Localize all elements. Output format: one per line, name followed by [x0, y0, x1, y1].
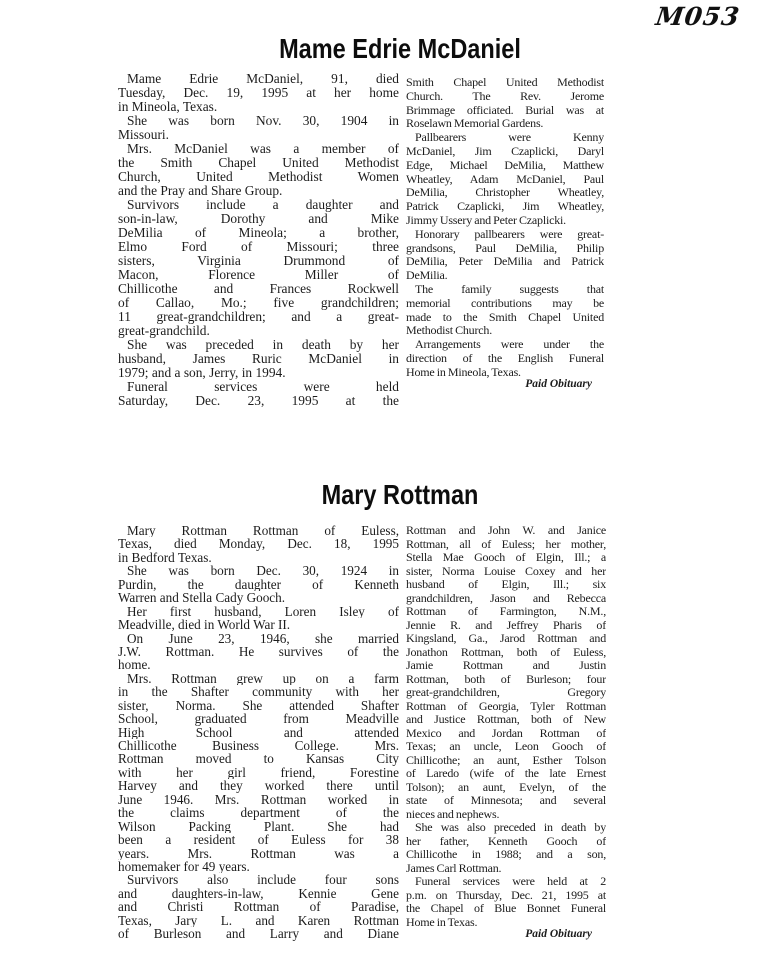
obituary-text-line: Meadville, died in World War II.: [118, 618, 399, 631]
obituary-title: Mary Rottman: [321, 479, 479, 510]
obituary-text-line: James Carl Rottman.: [406, 861, 502, 875]
obituary-text-line: On June 23, 1946, she married: [127, 631, 399, 645]
obituary-text-line: Harvey and they worked there until: [118, 779, 399, 793]
obituary-text-line: Mexico and Jordan Rottman of: [406, 726, 606, 740]
obituary-text-line: Jamie Rottman and Justin: [406, 659, 606, 672]
obituary-text-line: Rottman of Farmington, N.M.,: [406, 605, 606, 618]
obituary-text-line: Jonathon Rottman, both of Euless,: [406, 645, 606, 659]
obituary-text-line: Edge, Michael DeMilia, Matthew: [406, 158, 604, 172]
obituary-column-left: [118, 72, 399, 408]
obituary-text-line: Funeral services were held at 2: [415, 875, 606, 888]
obituary-text-line: direction of the English Funeral: [406, 351, 604, 365]
obituary-text-line: Chillicothe; an aunt, Esther Tolson: [406, 753, 606, 767]
obituary-text-line: in Mineola, Texas.: [118, 100, 218, 114]
obituary-text-line: in the Shafter community with her: [118, 685, 399, 699]
obituary-text-line: Jimmy Ussery and Peter Czaplicki.: [406, 213, 566, 227]
obituary-text-line: DeMilia, Peter DeMilia and Patrick: [406, 255, 604, 269]
obituary-text-line: in Bedford Texas.: [118, 550, 212, 565]
obituary-text-line: Tuesday, Dec. 19, 1995 at her home: [118, 86, 399, 100]
hand-underlined-name: Loren Isley: [285, 605, 365, 618]
obituary-text-line: nieces and nephews.: [406, 807, 500, 821]
obituary-text-line: with her girl friend, Forestine: [118, 765, 399, 780]
obituary-text-line: Pallbearers were Kenny: [415, 131, 604, 145]
obituary-text-line: p.m. on Thursday, Dec. 21, 1995 at: [406, 888, 606, 902]
obituary-text-line: She was preceded in death by her: [127, 338, 399, 352]
obituary-text-line: Tolson); an aunt, Evelyn, of the: [406, 780, 606, 794]
obituary-text-line: state of Minnesota; and several: [406, 794, 606, 807]
obituary-text-line: homemaker for 49 years.: [118, 859, 250, 874]
obituary-text-line: Chillicothe Business College. Mrs.: [118, 739, 399, 753]
hand-underlined-name: Norma Louise Coxey: [442, 564, 556, 578]
obituary-text-line: of Burleson and Larry and Diane: [118, 927, 399, 941]
obituary-column-right: [406, 76, 604, 380]
obituary-text-line: Wilson Packing Plant. She had: [118, 819, 399, 834]
obituary-title: Mame Edrie McDaniel: [279, 33, 521, 64]
obituary-text-line: Brimmage officiated. Burial was at: [406, 103, 604, 117]
obituary-text-line: years. Mrs. Rottman was a: [118, 846, 399, 860]
obituary-text-line: High School and attended: [118, 725, 399, 739]
paid-obituary-label: Paid Obituary: [525, 378, 592, 390]
obituary-text-line: the Smith Chapel United Methodist: [118, 156, 399, 170]
obituary-text-line: Funeral services were held: [127, 380, 399, 394]
obituary-text-line: of Laredo (wife of the late Ernest: [406, 767, 606, 780]
hand-underlined-name: Kennie Gene: [298, 887, 399, 900]
obituary-text-line: Rottman moved to Kansas City: [118, 752, 399, 766]
obituary-text-line: Honorary pallbearers were great-: [415, 227, 604, 241]
obituary-text-line: Church. The Rev. Jerome: [406, 89, 604, 103]
obituary-text-line: Smith Chapel United Methodist: [406, 76, 604, 89]
obituary-text-line: Mame Edrie McDaniel, 91, died: [127, 72, 399, 86]
obituary-text-line: Home in Texas.: [406, 915, 478, 929]
obituary-text-line: Survivors also include four sons: [127, 873, 399, 887]
obituary-text-line: Her first husband, Loren Isley of: [118, 605, 399, 618]
hand-underlined-name: John W.: [488, 524, 536, 537]
obituary-text-line: Chillicothe in 1988; and a son,: [406, 848, 606, 861]
hand-underlined-name: Jary L.: [175, 914, 232, 927]
obituary-text-line: Saturday, Dec. 23, 1995 at the: [118, 394, 399, 408]
obituary-text-line: Texas, died Monday, Dec. 18, 1995: [118, 537, 399, 551]
obituary-text-line: and the Pray and Share Group.: [118, 184, 283, 198]
obituary-text-line: the Chapel of Blue Bonnet Funeral: [406, 902, 606, 915]
obituary-text-line: DeMilia of Mineola; a brother,: [118, 226, 399, 240]
obituary-text-line: Elmo Ford of Missouri; three: [118, 240, 399, 254]
obituary-column-left: [118, 524, 399, 941]
obituary-text-line: Texas, Jary L. and Karen Rottman: [118, 914, 399, 927]
obituary-text-line: 1979; and a son, Jerry, in 1994.: [118, 366, 286, 380]
obituary-text-line: Missouri.: [118, 128, 169, 142]
obituary-text-line: Rottman and John W. and Janice: [406, 524, 606, 537]
obituary-text-line: and Christi Rottman of Paradise,: [118, 900, 399, 914]
obituary-text-line: June 1946. Mrs. Rottman worked in: [118, 792, 399, 807]
hand-underlined-name: Warren: [118, 591, 156, 604]
obituary-text-line: Kingsland, Ga., Jarod Rottman and: [406, 632, 606, 645]
obituary-text-line: son-in-law, Dorothy and Mike: [118, 212, 399, 226]
handwritten-archive-code: M053: [653, 2, 742, 31]
obituary-text-line: her father, Kenneth Gooch of: [406, 834, 606, 848]
obituary-text-line: been a resident of Euless for 38: [118, 833, 399, 847]
obituary-text-line: Jennie R. and Jeffrey Pharis of: [406, 618, 606, 632]
obituary-text-line: husband of Elgin, Ill.; six: [406, 578, 606, 591]
obituary-text-line: Purdin, the daughter of Kenneth: [118, 578, 399, 591]
obituary-text-line: Rottman, all of Euless; her mother,: [406, 537, 606, 551]
obituary-text-line: McDaniel, Jim Czaplicki, Daryl: [406, 144, 604, 158]
obituary-text-line: Methodist Church.: [406, 324, 492, 338]
obituary-text-line: Church, United Methodist Women: [118, 170, 399, 184]
obituary-text-line: Mrs. McDaniel was a member of: [127, 142, 399, 156]
obituary-text-line: 11 great-grandchildren; and a great-: [118, 310, 399, 324]
obituary-text-line: Macon, Florence Miller of: [118, 268, 399, 282]
obituary-text-line: and daughters-in-law, Kennie Gene: [118, 887, 399, 900]
hand-underlined-name: J.W. Rottman: [118, 645, 211, 658]
obituary-text-line: Survivors include a daughter and: [127, 198, 399, 212]
obituary-text-line: DeMilia, Christopher Wheatley,: [406, 186, 604, 200]
obituary-text-line: She was born Dec. 30, 1924 in: [127, 564, 399, 578]
obituary-text-line: home.: [118, 658, 151, 672]
obituary-text-line: husband, James Ruric McDaniel in: [118, 352, 399, 366]
obituary-text-line: Arrangements were under the: [415, 338, 604, 352]
obituary-text-line: made to the Smith Chapel United: [406, 310, 604, 324]
obituary-text-line: DeMilia.: [406, 269, 448, 283]
obituary-text-line: She was born Nov. 30, 1904 in: [127, 114, 399, 128]
obituary-text-line: sister, Norma Louise Coxey and her: [406, 564, 606, 578]
obituary-text-line: Chillicothe and Frances Rockwell: [118, 282, 399, 296]
obituary-text-line: and Justice Rottman, both of New: [406, 713, 606, 726]
obituary-text-line: sisters, Virginia Drummond of: [118, 254, 399, 268]
obituary-text-line: Rottman, both of Burleson; four: [406, 672, 606, 686]
hand-underlined-name: Cady Gooch.: [215, 591, 285, 604]
obituary-text-line: Mrs. Rottman grew up on a farm: [127, 671, 399, 686]
obituary-text-line: great-grandchildren, Gregory: [406, 686, 606, 699]
obituary-text-line: She was also preceded in death by: [415, 821, 606, 834]
obituary-column-right: [406, 524, 606, 929]
obituary-text-line: Warren and Stella Cady Gooch.: [118, 591, 399, 604]
hand-underlined-name: Kenneth: [354, 578, 399, 591]
obituary-text-line: Patrick Czaplicki, Jim Wheatley,: [406, 200, 604, 214]
obituary-text-line: Roselawn Memorial Gardens.: [406, 117, 544, 131]
obituary-text-line: Texas; an uncle, Leon Gooch of: [406, 740, 606, 753]
obituary-text-line: the claims department of the: [118, 806, 399, 820]
obituary-text-line: of Callao, Mo.; five grandchildren;: [118, 296, 399, 310]
obituary-text-line: Rottman of Georgia, Tyler Rottman: [406, 699, 606, 713]
hand-underlined-name: World War: [217, 618, 274, 631]
obituary-text-line: memorial contributions may be: [406, 296, 604, 310]
obituary-text-line: sister, Norma. She attended Shafter: [118, 698, 399, 713]
obituary-text-line: Stella Mae Gooch of Elgin, Ill.; a: [406, 551, 606, 564]
obituary-text-line: grandchildren, Jason and Rebecca: [406, 591, 606, 605]
obituary-text-line: Mary Rottman Rottman of Euless,: [127, 524, 399, 538]
obituary-text-line: J.W. Rottman. He survives of the: [118, 645, 399, 658]
obituary-text-line: grandsons, Paul DeMilia, Philip: [406, 241, 604, 255]
obituary-text-line: Wheatley, Adam McDaniel, Paul: [406, 172, 604, 186]
paid-obituary-label: Paid Obituary: [525, 928, 592, 940]
obituary-text-line: School, graduated from Meadville: [118, 712, 399, 726]
obituary-text-line: The family suggests that: [415, 282, 604, 296]
obituary-text-line: Home in Mineola, Texas.: [406, 365, 521, 379]
obituary-text-line: great-grandchild.: [118, 324, 210, 338]
